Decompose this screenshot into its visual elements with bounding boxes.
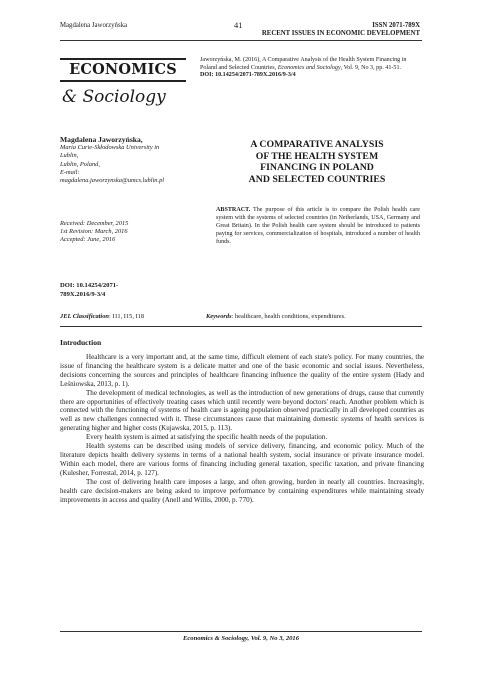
classification-row: [60, 313, 424, 320]
citation-volume: , Vol. 9, No 3, pp. 41-51.: [340, 64, 402, 71]
body-text: [60, 353, 424, 504]
keywords-value: : healthcare, health conditions, expenditures.: [231, 313, 346, 320]
journal-logo: [60, 58, 190, 118]
citation-doi[interactable]: DOI: 10.14254/2071-789X.2016/9-3/4: [200, 72, 296, 79]
doi-line: 789X.2016/9-3/4: [60, 291, 106, 298]
date-received: Received: December, 2015: [60, 220, 129, 227]
paragraph: The cost of delivering health care imposes a large, and often growing, burden in nearly all countries. Increasingly, health care decision-makers are being asked to improve performance by containing expenditures while maintaining steady improvements in access and quality (Anell and Willis, 2000, p. 770).: [60, 477, 424, 504]
date-accepted: Accepted: June, 2016: [60, 236, 116, 244]
section-heading: Introduction: [60, 338, 102, 347]
author-name: Magdalena Jaworzyńska,: [60, 135, 143, 144]
title-line: OF THE HEALTH SYSTEM: [255, 150, 379, 162]
keywords-label: Keywords: [206, 313, 232, 320]
running-footer: Economics & Sociology, Vol. 9, No 3, 2016: [182, 635, 300, 642]
footer-rule: [60, 631, 422, 632]
date-revision: 1st Revision: March, 2016: [60, 228, 128, 236]
jel-value: : I11, I15, I18: [108, 313, 145, 320]
keywords: [206, 313, 346, 320]
affiliation-line: Lublin, Poland,: [60, 160, 100, 168]
logo-top-word: ECONOMICS: [60, 58, 186, 82]
issn: ISSN 2071-789X: [372, 22, 420, 29]
section-rule: [60, 326, 422, 327]
logo-bottom-word: & Sociology: [62, 87, 166, 107]
doi-line: DOI: 10.14254/2071-: [60, 282, 119, 289]
paragraph: The development of medical technologies, as well as the introduction of new generations of drugs, cause that currently there are opportunities of effectively treating cases which until recently were beyond doctors' reach. Another problem which is connected with the functioning of systems of health care is ageing population observed practically in all developed countries as well as new challenges connected with it. These circumstances cause that maintaining domestic systems of health services is generating higher and higher costs (Kujawska, 2015, p. 113).: [60, 388, 424, 433]
jel-classification: [60, 313, 144, 320]
citation-text: Jaworzyńska, M. (2016), A Comparative Analysis of the Health System Financing in Poland and Selected Countries,: [200, 57, 407, 71]
abstract: [216, 206, 420, 246]
author-info: [60, 136, 190, 185]
paragraph: Healthcare is a very important and, at the same time, difficult element of each state's policy. For many countries, the issue of financing the healthcare system is a delicate matter and one of the basic economic and social issues. Nevertheless, decisions concerning the sources and principles of healthcare financing influence the quality of the entire system (Hady and Leśniowska, 2013, p. 1).: [60, 353, 424, 388]
affiliation-line: E-mail:: [60, 168, 80, 176]
doi-block[interactable]: [60, 281, 160, 299]
abstract-label: ABSTRACT.: [216, 207, 251, 213]
title-line: FINANCING IN POLAND: [260, 162, 374, 174]
author-email[interactable]: magdalena.jaworzynska@umcs.lublin.pl: [60, 177, 165, 185]
jel-label: JEL Classification: [60, 313, 109, 320]
running-header-journal: [262, 22, 420, 38]
citation-journal: Economics and Sociology: [277, 64, 341, 71]
affiliation-line: Maria Curie-Skłodowska University in: [60, 144, 160, 152]
citation: [200, 57, 424, 80]
title-line: A COMPARATIVE ANALYSIS: [250, 139, 384, 150]
article-title: [210, 139, 424, 185]
paragraph: Every health system is aimed at satisfying the specific health needs of the population.: [86, 433, 328, 442]
journal-section: RECENT ISSUES IN ECONOMIC DEVELOPMENT: [261, 30, 420, 37]
article-dates: [60, 220, 190, 245]
header-rule: [60, 40, 422, 41]
abstract-text: The purpose of this article is to compare the Polish health care system with the systems of selected countries (in Netherlands, USA, Germany and Great Britain). In the Polish health care system should be introduced to patients paying for services, commercialization of hospitals, introduced a number of health funds.: [216, 207, 420, 245]
running-header-author: Magdalena Jaworzyńska: [60, 22, 127, 29]
affiliation-line: Lublin,: [60, 152, 79, 160]
paragraph: Health systems can be described using models of service delivery, financing, and economic policy. Much of the literature depicts health delivery systems in terms of a national health system, social insurance or private insurance model. Within each model, there are various forms of financing including general taxation, specific taxation, and private financing (Kulesher, Forrestal, 2014, p. 127).: [60, 442, 424, 477]
page-number: 41: [234, 20, 243, 30]
title-line: AND SELECTED COUNTRIES: [248, 173, 386, 185]
